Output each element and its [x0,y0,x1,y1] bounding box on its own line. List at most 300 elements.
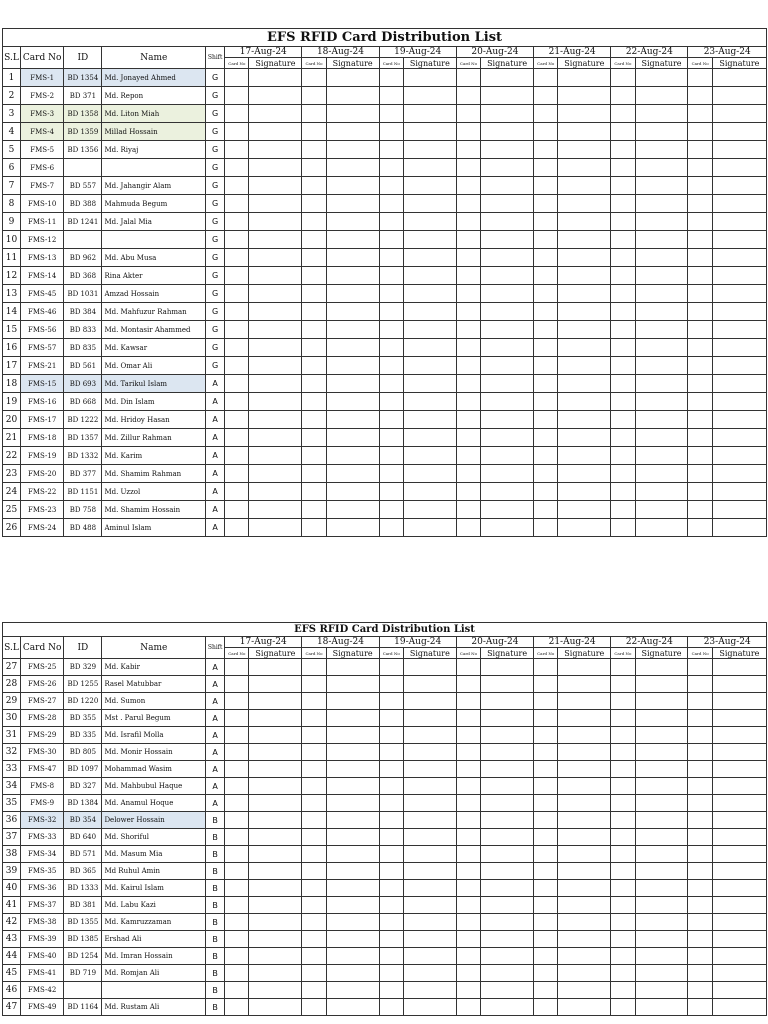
card-no-entry-cell[interactable] [611,710,635,727]
signature-entry-cell[interactable] [635,744,688,761]
signature-entry-cell[interactable] [635,177,688,195]
card-no-entry-cell[interactable] [302,897,326,914]
card-no-entry-cell[interactable] [688,778,712,795]
card-no-entry-cell[interactable] [611,69,635,87]
card-no-entry-cell[interactable] [379,483,403,501]
card-no-entry-cell[interactable] [688,447,712,465]
signature-entry-cell[interactable] [249,393,302,411]
card-no-entry-cell[interactable] [611,303,635,321]
signature-entry-cell[interactable] [635,231,688,249]
signature-entry-cell[interactable] [403,195,456,213]
card-no-entry-cell[interactable] [611,812,635,829]
card-no-entry-cell[interactable] [611,339,635,357]
card-no-entry-cell[interactable] [302,931,326,948]
signature-entry-cell[interactable] [635,795,688,812]
card-no-entry-cell[interactable] [688,999,712,1016]
card-no-entry-cell[interactable] [611,321,635,339]
card-no-entry-cell[interactable] [225,846,249,863]
signature-entry-cell[interactable] [481,69,534,87]
card-no-entry-cell[interactable] [302,303,326,321]
card-no-entry-cell[interactable] [225,321,249,339]
signature-entry-cell[interactable] [249,483,302,501]
card-no-entry-cell[interactable] [611,897,635,914]
card-no-entry-cell[interactable] [225,411,249,429]
card-no-entry-cell[interactable] [611,249,635,267]
signature-entry-cell[interactable] [558,676,611,693]
signature-entry-cell[interactable] [558,761,611,778]
card-no-entry-cell[interactable] [225,744,249,761]
signature-entry-cell[interactable] [712,213,766,231]
card-no-entry-cell[interactable] [302,519,326,537]
signature-entry-cell[interactable] [635,982,688,999]
card-no-entry-cell[interactable] [379,303,403,321]
card-no-entry-cell[interactable] [611,778,635,795]
card-no-entry-cell[interactable] [611,659,635,676]
card-no-entry-cell[interactable] [534,105,558,123]
signature-entry-cell[interactable] [326,321,379,339]
card-no-entry-cell[interactable] [302,87,326,105]
card-no-entry-cell[interactable] [379,812,403,829]
signature-entry-cell[interactable] [481,829,534,846]
signature-entry-cell[interactable] [403,339,456,357]
card-no-entry-cell[interactable] [456,931,480,948]
signature-entry-cell[interactable] [712,195,766,213]
signature-entry-cell[interactable] [326,727,379,744]
signature-entry-cell[interactable] [558,948,611,965]
card-no-entry-cell[interactable] [534,778,558,795]
signature-entry-cell[interactable] [326,465,379,483]
signature-entry-cell[interactable] [635,914,688,931]
card-no-entry-cell[interactable] [456,393,480,411]
card-no-entry-cell[interactable] [688,411,712,429]
signature-entry-cell[interactable] [635,321,688,339]
signature-entry-cell[interactable] [249,447,302,465]
card-no-entry-cell[interactable] [379,744,403,761]
card-no-entry-cell[interactable] [379,465,403,483]
card-no-entry-cell[interactable] [456,710,480,727]
card-no-entry-cell[interactable] [225,447,249,465]
card-no-entry-cell[interactable] [456,965,480,982]
signature-entry-cell[interactable] [558,965,611,982]
signature-entry-cell[interactable] [481,965,534,982]
signature-entry-cell[interactable] [326,778,379,795]
signature-entry-cell[interactable] [635,303,688,321]
signature-entry-cell[interactable] [712,676,766,693]
signature-entry-cell[interactable] [558,285,611,303]
card-no-entry-cell[interactable] [302,659,326,676]
signature-entry-cell[interactable] [403,303,456,321]
card-no-entry-cell[interactable] [688,914,712,931]
card-no-entry-cell[interactable] [302,159,326,177]
signature-entry-cell[interactable] [249,999,302,1016]
signature-entry-cell[interactable] [558,375,611,393]
card-no-entry-cell[interactable] [688,659,712,676]
signature-entry-cell[interactable] [403,375,456,393]
signature-entry-cell[interactable] [712,285,766,303]
card-no-entry-cell[interactable] [456,846,480,863]
signature-entry-cell[interactable] [481,195,534,213]
card-no-entry-cell[interactable] [225,501,249,519]
signature-entry-cell[interactable] [481,465,534,483]
signature-entry-cell[interactable] [712,429,766,447]
signature-entry-cell[interactable] [326,69,379,87]
signature-entry-cell[interactable] [635,429,688,447]
card-no-entry-cell[interactable] [225,931,249,948]
card-no-entry-cell[interactable] [225,914,249,931]
card-no-entry-cell[interactable] [302,177,326,195]
card-no-entry-cell[interactable] [225,965,249,982]
card-no-entry-cell[interactable] [688,87,712,105]
card-no-entry-cell[interactable] [534,483,558,501]
signature-entry-cell[interactable] [712,159,766,177]
card-no-entry-cell[interactable] [456,483,480,501]
card-no-entry-cell[interactable] [688,321,712,339]
card-no-entry-cell[interactable] [688,965,712,982]
card-no-entry-cell[interactable] [456,411,480,429]
signature-entry-cell[interactable] [326,812,379,829]
card-no-entry-cell[interactable] [225,177,249,195]
signature-entry-cell[interactable] [635,141,688,159]
signature-entry-cell[interactable] [635,105,688,123]
card-no-entry-cell[interactable] [456,519,480,537]
signature-entry-cell[interactable] [326,880,379,897]
card-no-entry-cell[interactable] [688,676,712,693]
card-no-entry-cell[interactable] [534,710,558,727]
card-no-entry-cell[interactable] [456,267,480,285]
signature-entry-cell[interactable] [326,195,379,213]
signature-entry-cell[interactable] [481,501,534,519]
card-no-entry-cell[interactable] [379,105,403,123]
signature-entry-cell[interactable] [403,744,456,761]
card-no-entry-cell[interactable] [688,846,712,863]
card-no-entry-cell[interactable] [456,948,480,965]
card-no-entry-cell[interactable] [688,303,712,321]
signature-entry-cell[interactable] [249,159,302,177]
signature-entry-cell[interactable] [249,948,302,965]
signature-entry-cell[interactable] [712,982,766,999]
card-no-entry-cell[interactable] [456,375,480,393]
card-no-entry-cell[interactable] [225,303,249,321]
card-no-entry-cell[interactable] [456,429,480,447]
signature-entry-cell[interactable] [326,931,379,948]
card-no-entry-cell[interactable] [379,339,403,357]
card-no-entry-cell[interactable] [225,829,249,846]
signature-entry-cell[interactable] [403,693,456,710]
card-no-entry-cell[interactable] [225,105,249,123]
signature-entry-cell[interactable] [326,829,379,846]
signature-entry-cell[interactable] [558,501,611,519]
card-no-entry-cell[interactable] [302,846,326,863]
signature-entry-cell[interactable] [326,213,379,231]
card-no-entry-cell[interactable] [456,659,480,676]
signature-entry-cell[interactable] [326,375,379,393]
card-no-entry-cell[interactable] [379,411,403,429]
signature-entry-cell[interactable] [558,159,611,177]
card-no-entry-cell[interactable] [611,483,635,501]
card-no-entry-cell[interactable] [225,339,249,357]
signature-entry-cell[interactable] [635,69,688,87]
signature-entry-cell[interactable] [249,778,302,795]
card-no-entry-cell[interactable] [688,69,712,87]
signature-entry-cell[interactable] [558,105,611,123]
card-no-entry-cell[interactable] [688,880,712,897]
signature-entry-cell[interactable] [635,393,688,411]
card-no-entry-cell[interactable] [379,948,403,965]
signature-entry-cell[interactable] [249,339,302,357]
card-no-entry-cell[interactable] [456,982,480,999]
signature-entry-cell[interactable] [712,87,766,105]
signature-entry-cell[interactable] [558,123,611,141]
card-no-entry-cell[interactable] [302,69,326,87]
signature-entry-cell[interactable] [635,123,688,141]
card-no-entry-cell[interactable] [456,195,480,213]
signature-entry-cell[interactable] [249,411,302,429]
signature-entry-cell[interactable] [403,897,456,914]
signature-entry-cell[interactable] [481,778,534,795]
signature-entry-cell[interactable] [326,795,379,812]
signature-entry-cell[interactable] [326,285,379,303]
card-no-entry-cell[interactable] [534,914,558,931]
signature-entry-cell[interactable] [635,483,688,501]
signature-entry-cell[interactable] [403,321,456,339]
card-no-entry-cell[interactable] [611,285,635,303]
signature-entry-cell[interactable] [326,177,379,195]
card-no-entry-cell[interactable] [688,375,712,393]
signature-entry-cell[interactable] [249,105,302,123]
signature-entry-cell[interactable] [403,676,456,693]
signature-entry-cell[interactable] [558,87,611,105]
signature-entry-cell[interactable] [326,303,379,321]
card-no-entry-cell[interactable] [225,267,249,285]
card-no-entry-cell[interactable] [379,829,403,846]
card-no-entry-cell[interactable] [611,795,635,812]
card-no-entry-cell[interactable] [688,285,712,303]
card-no-entry-cell[interactable] [688,693,712,710]
signature-entry-cell[interactable] [326,339,379,357]
signature-entry-cell[interactable] [558,727,611,744]
signature-entry-cell[interactable] [558,812,611,829]
card-no-entry-cell[interactable] [225,982,249,999]
card-no-entry-cell[interactable] [534,411,558,429]
signature-entry-cell[interactable] [635,965,688,982]
signature-entry-cell[interactable] [712,141,766,159]
signature-entry-cell[interactable] [481,123,534,141]
card-no-entry-cell[interactable] [611,727,635,744]
signature-entry-cell[interactable] [712,447,766,465]
signature-entry-cell[interactable] [326,231,379,249]
card-no-entry-cell[interactable] [534,829,558,846]
card-no-entry-cell[interactable] [456,761,480,778]
card-no-entry-cell[interactable] [225,393,249,411]
signature-entry-cell[interactable] [558,744,611,761]
signature-entry-cell[interactable] [481,267,534,285]
card-no-entry-cell[interactable] [534,659,558,676]
card-no-entry-cell[interactable] [456,177,480,195]
card-no-entry-cell[interactable] [456,69,480,87]
signature-entry-cell[interactable] [481,744,534,761]
card-no-entry-cell[interactable] [302,744,326,761]
card-no-entry-cell[interactable] [379,375,403,393]
card-no-entry-cell[interactable] [225,659,249,676]
signature-entry-cell[interactable] [635,195,688,213]
card-no-entry-cell[interactable] [302,982,326,999]
signature-entry-cell[interactable] [558,931,611,948]
card-no-entry-cell[interactable] [225,761,249,778]
signature-entry-cell[interactable] [326,411,379,429]
signature-entry-cell[interactable] [326,159,379,177]
signature-entry-cell[interactable] [249,982,302,999]
signature-entry-cell[interactable] [635,501,688,519]
signature-entry-cell[interactable] [481,177,534,195]
signature-entry-cell[interactable] [326,693,379,710]
signature-entry-cell[interactable] [481,105,534,123]
card-no-entry-cell[interactable] [611,375,635,393]
signature-entry-cell[interactable] [712,659,766,676]
signature-entry-cell[interactable] [326,483,379,501]
signature-entry-cell[interactable] [481,761,534,778]
card-no-entry-cell[interactable] [456,141,480,159]
card-no-entry-cell[interactable] [456,914,480,931]
signature-entry-cell[interactable] [481,693,534,710]
card-no-entry-cell[interactable] [302,213,326,231]
signature-entry-cell[interactable] [635,778,688,795]
signature-entry-cell[interactable] [712,519,766,537]
signature-entry-cell[interactable] [635,285,688,303]
card-no-entry-cell[interactable] [225,249,249,267]
signature-entry-cell[interactable] [635,812,688,829]
signature-entry-cell[interactable] [558,829,611,846]
signature-entry-cell[interactable] [403,87,456,105]
signature-entry-cell[interactable] [249,123,302,141]
signature-entry-cell[interactable] [249,659,302,676]
signature-entry-cell[interactable] [403,393,456,411]
signature-entry-cell[interactable] [249,676,302,693]
card-no-entry-cell[interactable] [688,812,712,829]
signature-entry-cell[interactable] [326,914,379,931]
card-no-entry-cell[interactable] [534,744,558,761]
signature-entry-cell[interactable] [249,863,302,880]
signature-entry-cell[interactable] [403,159,456,177]
signature-entry-cell[interactable] [481,339,534,357]
signature-entry-cell[interactable] [249,812,302,829]
card-no-entry-cell[interactable] [688,501,712,519]
signature-entry-cell[interactable] [712,744,766,761]
card-no-entry-cell[interactable] [611,931,635,948]
signature-entry-cell[interactable] [712,693,766,710]
signature-entry-cell[interactable] [712,303,766,321]
signature-entry-cell[interactable] [403,213,456,231]
card-no-entry-cell[interactable] [688,141,712,159]
card-no-entry-cell[interactable] [379,231,403,249]
card-no-entry-cell[interactable] [302,710,326,727]
signature-entry-cell[interactable] [712,812,766,829]
card-no-entry-cell[interactable] [302,501,326,519]
signature-entry-cell[interactable] [249,195,302,213]
signature-entry-cell[interactable] [712,339,766,357]
card-no-entry-cell[interactable] [611,880,635,897]
card-no-entry-cell[interactable] [379,447,403,465]
card-no-entry-cell[interactable] [688,177,712,195]
signature-entry-cell[interactable] [403,357,456,375]
signature-entry-cell[interactable] [712,231,766,249]
card-no-entry-cell[interactable] [225,87,249,105]
card-no-entry-cell[interactable] [534,177,558,195]
card-no-entry-cell[interactable] [456,249,480,267]
signature-entry-cell[interactable] [712,948,766,965]
card-no-entry-cell[interactable] [379,159,403,177]
signature-entry-cell[interactable] [481,375,534,393]
signature-entry-cell[interactable] [635,411,688,429]
signature-entry-cell[interactable] [635,519,688,537]
signature-entry-cell[interactable] [249,213,302,231]
card-no-entry-cell[interactable] [611,744,635,761]
signature-entry-cell[interactable] [481,880,534,897]
signature-entry-cell[interactable] [481,948,534,965]
card-no-entry-cell[interactable] [225,999,249,1016]
signature-entry-cell[interactable] [326,948,379,965]
card-no-entry-cell[interactable] [379,727,403,744]
signature-entry-cell[interactable] [481,447,534,465]
signature-entry-cell[interactable] [249,965,302,982]
signature-entry-cell[interactable] [481,483,534,501]
card-no-entry-cell[interactable] [534,812,558,829]
card-no-entry-cell[interactable] [688,267,712,285]
signature-entry-cell[interactable] [249,465,302,483]
signature-entry-cell[interactable] [558,177,611,195]
card-no-entry-cell[interactable] [225,483,249,501]
signature-entry-cell[interactable] [403,411,456,429]
card-no-entry-cell[interactable] [302,812,326,829]
card-no-entry-cell[interactable] [225,195,249,213]
signature-entry-cell[interactable] [635,761,688,778]
signature-entry-cell[interactable] [249,914,302,931]
card-no-entry-cell[interactable] [688,339,712,357]
signature-entry-cell[interactable] [558,659,611,676]
card-no-entry-cell[interactable] [534,159,558,177]
signature-entry-cell[interactable] [635,693,688,710]
signature-entry-cell[interactable] [712,483,766,501]
signature-entry-cell[interactable] [481,999,534,1016]
signature-entry-cell[interactable] [326,87,379,105]
card-no-entry-cell[interactable] [688,744,712,761]
signature-entry-cell[interactable] [249,829,302,846]
signature-entry-cell[interactable] [403,501,456,519]
card-no-entry-cell[interactable] [302,267,326,285]
card-no-entry-cell[interactable] [688,393,712,411]
card-no-entry-cell[interactable] [534,999,558,1016]
signature-entry-cell[interactable] [403,812,456,829]
card-no-entry-cell[interactable] [379,213,403,231]
signature-entry-cell[interactable] [481,676,534,693]
signature-entry-cell[interactable] [558,778,611,795]
signature-entry-cell[interactable] [635,267,688,285]
card-no-entry-cell[interactable] [379,141,403,159]
signature-entry-cell[interactable] [249,795,302,812]
card-no-entry-cell[interactable] [456,778,480,795]
card-no-entry-cell[interactable] [379,897,403,914]
signature-entry-cell[interactable] [403,659,456,676]
card-no-entry-cell[interactable] [379,87,403,105]
signature-entry-cell[interactable] [326,965,379,982]
card-no-entry-cell[interactable] [611,87,635,105]
signature-entry-cell[interactable] [403,914,456,931]
card-no-entry-cell[interactable] [688,249,712,267]
card-no-entry-cell[interactable] [456,159,480,177]
signature-entry-cell[interactable] [326,249,379,267]
signature-entry-cell[interactable] [712,501,766,519]
card-no-entry-cell[interactable] [611,447,635,465]
card-no-entry-cell[interactable] [611,123,635,141]
